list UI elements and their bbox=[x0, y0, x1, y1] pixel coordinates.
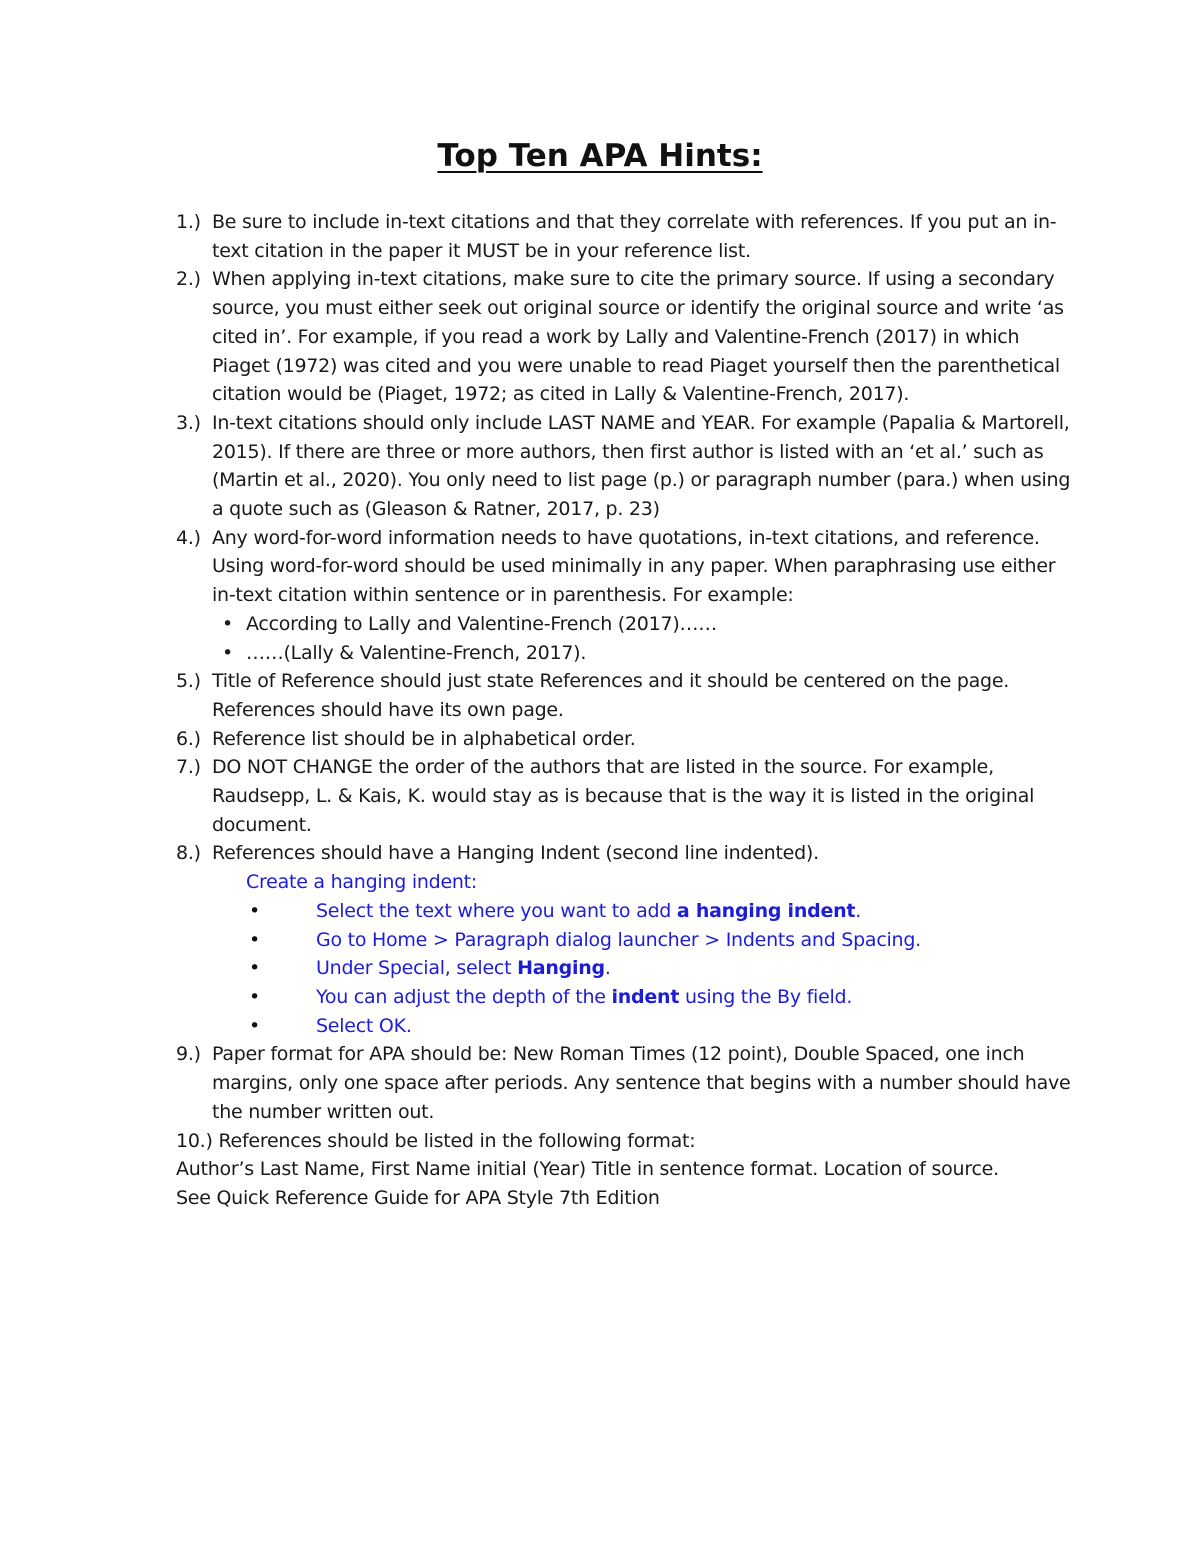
hints-list bbox=[176, 208, 1076, 1213]
bullet-text: According to Lally and Valentine-French (2017)…… bbox=[246, 612, 717, 635]
bullet-item bbox=[176, 610, 1076, 639]
item-number: 6.) bbox=[176, 727, 201, 750]
list-item-8 bbox=[176, 839, 1076, 868]
item-number: 4.) bbox=[176, 526, 201, 549]
instruction-step: • Under Special, select Hanging. bbox=[176, 954, 1076, 983]
reference-guide-line: See Quick Reference Guide for APA Style 7th Edition bbox=[176, 1186, 660, 1209]
item-text: References should be listed in the following format: bbox=[218, 1129, 696, 1152]
bullet-icon: • bbox=[249, 1014, 260, 1037]
bullet-icon: • bbox=[249, 899, 260, 922]
list-item-9 bbox=[176, 1040, 1076, 1126]
item-text: Be sure to include in-text citations and that they correlate with references. If you put an in-text citation in the paper it MUST be in your reference list. bbox=[212, 211, 1057, 262]
item-number: 3.) bbox=[176, 411, 201, 434]
bullet-icon: • bbox=[249, 985, 260, 1008]
item-text: DO NOT CHANGE the order of the authors that are listed in the source. For example, Raudsepp, L. & Kais, K. would stay as is because that is the way it is listed in the original document. bbox=[212, 756, 1035, 836]
item-text: Reference list should be in alphabetical order. bbox=[212, 727, 636, 750]
bullet-item bbox=[176, 639, 1076, 668]
item-text: When applying in-text citations, make sure to cite the primary source. If using a secondary source, you must either seek out original source or identify the original source and write ‘as cited in’. For example, if you read a work by Lally and Valentine-French (2017) in which Piaget (1972) was cited and you were unable to read Piaget yourself then the parenthetical citation would be (Piaget, 1972; as cited in Lally & Valentine-French, 2017). bbox=[212, 268, 1064, 406]
list-item-6 bbox=[176, 725, 1076, 754]
item-number: 2.) bbox=[176, 268, 201, 291]
list-item-7 bbox=[176, 753, 1076, 839]
item-number: 1.) bbox=[176, 211, 201, 233]
item-text: Any word-for-word information needs to have quotations, in-text citations, and reference. Using word-for-word should be used minimally in any paper. When paraphrasing use either in-text citation within sentence or in parenthesis. For example: bbox=[212, 526, 1056, 607]
item-number: 8.) bbox=[176, 842, 201, 865]
item-number: 7.) bbox=[176, 756, 201, 779]
item-number: 10.) bbox=[176, 1129, 213, 1152]
item-text: References should have a Hanging Indent (second line indented). bbox=[212, 842, 819, 865]
instruction-step: • Select the text where you want to add a hanging indent. bbox=[176, 897, 1076, 926]
hanging-indent-instructions bbox=[176, 868, 1076, 1040]
list-item-4 bbox=[176, 524, 1076, 610]
instructions-heading: Create a hanging indent: bbox=[246, 871, 478, 894]
item-number: 9.) bbox=[176, 1043, 201, 1066]
instruction-step: • Select OK. bbox=[176, 1012, 1076, 1041]
item-number: 5.) bbox=[176, 670, 201, 693]
list-item-5 bbox=[176, 667, 1076, 724]
list-item-2 bbox=[176, 265, 1076, 409]
bullet-icon: • bbox=[249, 928, 260, 951]
bullet-icon: • bbox=[249, 957, 260, 980]
instruction-step: • Go to Home > Paragraph dialog launcher > Indents and Spacing. bbox=[176, 926, 1076, 955]
list-item-1 bbox=[176, 208, 1076, 265]
list-item-10 bbox=[176, 1127, 1076, 1156]
bullet-text: ……(Lally & Valentine-French, 2017). bbox=[246, 641, 587, 664]
example-bullets bbox=[176, 610, 1076, 667]
item-text: Paper format for APA should be: New Roman Times (12 point), Double Spaced, one inch margins, only one space after periods. Any sentence that begins with a number should have the number written out. bbox=[212, 1043, 1071, 1123]
item-text: Title of Reference should just state References and it should be centered on the page. References should have its own page. bbox=[212, 670, 1010, 721]
page-title: Top Ten APA Hints: bbox=[437, 138, 763, 174]
reference-format-line: Author’s Last Name, First Name initial (Year) Title in sentence format. Location of source. bbox=[176, 1158, 999, 1181]
bullet-icon: • bbox=[222, 612, 233, 635]
instruction-step: • You can adjust the depth of the indent using the By field. bbox=[176, 983, 1076, 1012]
item-text: In-text citations should only include LAST NAME and YEAR. For example (Papalia & Martorell, 2015). If there are three or more authors, then first author is listed with an ‘et al.’ such as (Martin et al., 2020). You only need to list page (p.) or paragraph number (para.) when using a quote such as (Gleason & Ratner, 2017, p. 23) bbox=[212, 411, 1071, 521]
list-item-3 bbox=[176, 409, 1076, 524]
bullet-icon: • bbox=[222, 641, 233, 664]
